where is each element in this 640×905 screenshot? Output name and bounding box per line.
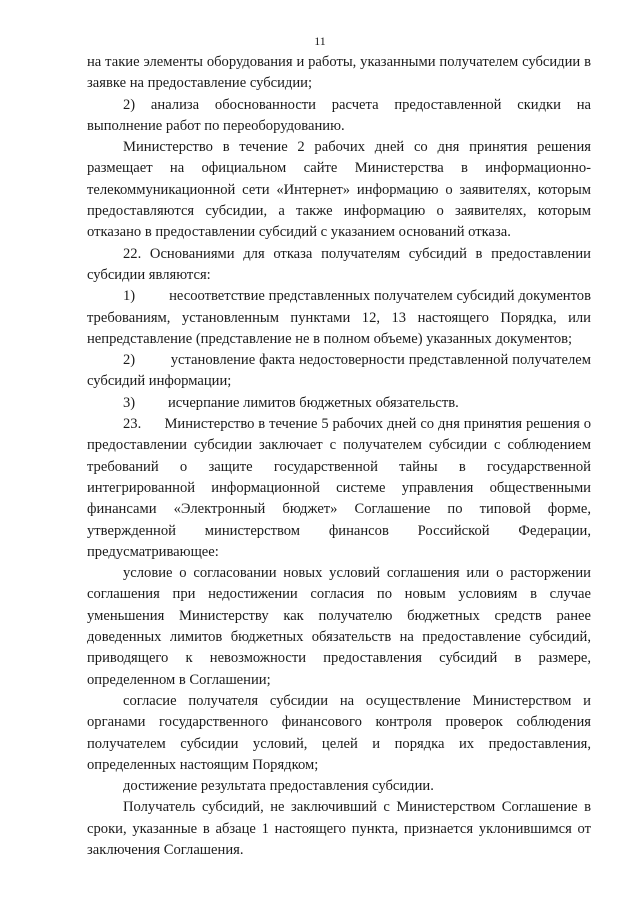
paragraph-4: 22. Основаниями для отказа получателям субсидий в предоставлении субсидии являются: xyxy=(87,245,591,283)
paragraph-6: 2) установление факта недостоверности представленной получателем субсидий информации; xyxy=(87,352,591,390)
paragraph-3: Министерство в течение 2 рабочих дней со дня принятия решения размещает на официальном сайте Министерства в информационно-телекоммуникационной сети «Интернет» информацию о заявителях, которым предоставляются субсидии, а также информацию о заявителях, которым отказано в предоставлении субсидий с указанием оснований отказа. xyxy=(87,139,591,241)
paragraph-2: 2) анализа обоснованности расчета предоставленной скидки на выполнение работ по переоборудованию. xyxy=(87,96,591,134)
document-body xyxy=(87,52,591,861)
paragraph-8: 23. Министерство в течение 5 рабочих дней со дня принятия решения о предоставлении субсидии заключает с получателем субсидии с соблюдением требований о защите государственной тайны в государственной интегрированной информационной системе управления общественными финансами «Электронный бюджет» Соглашение по типовой форме, утвержденной министерством финансов Российской Федерации, предусматривающее: xyxy=(87,416,591,560)
paragraph-7: 3) исчерпание лимитов бюджетных обязательств. xyxy=(123,394,459,411)
paragraph-1: на такие элементы оборудования и работы, указанными получателем субсидии в заявке на предоставление субсидии; xyxy=(87,54,591,92)
paragraph-11: достижение результата предоставления субсидии. xyxy=(123,778,434,795)
page-number: 11 xyxy=(314,34,326,48)
paragraph-10: согласие получателя субсидии на осуществление Министерством и органами государственного финансового контроля проверок соблюдения получателем субсидии условий, целей и порядка их предоставления, определенных настоящим Порядком; xyxy=(87,692,591,773)
paragraph-5: 1) несоответствие представленных получателем субсидий документов требованиям, установленным пунктами 12, 13 настоящего Порядка, или непредставление (представление не в полном объеме) указанных документов; xyxy=(87,288,591,347)
paragraph-12: Получатель субсидий, не заключивший с Министерством Соглашение в сроки, указанные в абзаце 1 настоящего пункта, признается уклонившимся от заключения Соглашения. xyxy=(87,799,591,858)
paragraph-9: условие о согласовании новых условий соглашения или о расторжении соглашения при недостижении согласия по новым условиям в случае уменьшения Министерству как получателю бюджетных средств ранее доведенных лимитов бюджетных обязательств на предоставление субсидий, приводящего к невозможности предоставления субсидий в размере, определенном в Соглашении; xyxy=(87,565,591,688)
